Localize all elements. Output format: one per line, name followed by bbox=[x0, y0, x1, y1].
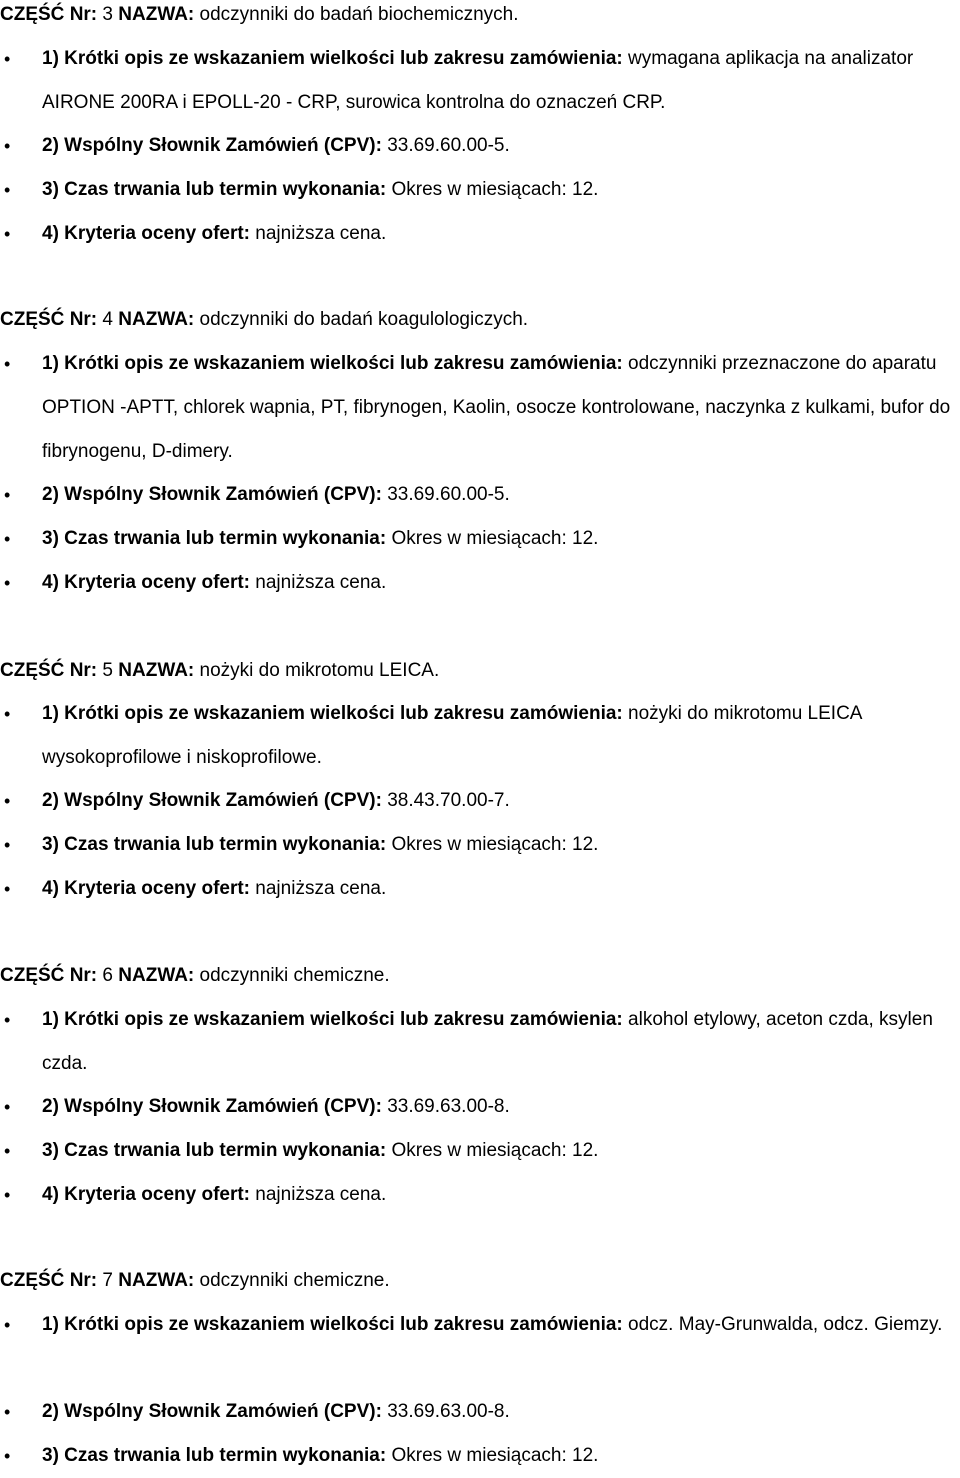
cpv-value: 38.43.70.00-7. bbox=[387, 790, 510, 811]
part-number: 6 bbox=[102, 965, 113, 986]
cpv-value: 33.69.60.00-5. bbox=[387, 484, 510, 505]
part-label: CZĘŚĆ bbox=[0, 965, 65, 986]
criteria-label: 4) Kryteria oceny ofert: bbox=[42, 1184, 251, 1205]
duration-value: Okres w miesiącach: 12. bbox=[391, 528, 599, 549]
part-heading bbox=[0, 3, 519, 27]
nr-label: Nr: bbox=[69, 965, 98, 986]
part-number: 5 bbox=[102, 660, 113, 681]
duration-label: 3) Czas trwania lub termin wykonania: bbox=[42, 528, 387, 549]
description-value: alkohol etylowy, aceton czda, ksylen czda. bbox=[42, 1009, 933, 1074]
description-label: 1) Krótki opis ze wskazaniem wielkości lub zakresu zamówienia: bbox=[42, 1314, 623, 1335]
criteria-value: najniższa cena. bbox=[255, 572, 387, 593]
criteria-value: najniższa cena. bbox=[255, 1184, 387, 1205]
part-heading bbox=[0, 659, 439, 683]
part-label: CZĘŚĆ bbox=[0, 4, 65, 25]
part-number: 3 bbox=[102, 4, 113, 25]
part-name: odczynniki do badań koagulologiczych. bbox=[199, 309, 529, 330]
duration-value: Okres w miesiącach: 12. bbox=[391, 179, 599, 200]
bullet-icon: • bbox=[4, 354, 11, 374]
description-label: 1) Krótki opis ze wskazaniem wielkości lub zakresu zamówienia: bbox=[42, 1009, 623, 1030]
criteria-label: 4) Kryteria oceny ofert: bbox=[42, 572, 251, 593]
bullet-icon: • bbox=[4, 136, 11, 156]
bullet-icon: • bbox=[4, 1402, 11, 1422]
name-label: NAZWA: bbox=[118, 309, 195, 330]
bullet-icon: • bbox=[4, 180, 11, 200]
description-label: 1) Krótki opis ze wskazaniem wielkości lub zakresu zamówienia: bbox=[42, 703, 623, 724]
description-value: odczynniki przeznaczone do aparatu OPTION -APTT, chlorek wapnia, PT, fibrynogen, Kaolin, osocze kontrolowane, naczynka z kulkami, bufor do fibrynogenu, D-dimery. bbox=[42, 353, 951, 462]
criteria-value: najniższa cena. bbox=[255, 878, 387, 899]
description-value: odcz. May-Grunwalda, odcz. Giemzy. bbox=[628, 1314, 943, 1335]
cpv-label: 2) Wspólny Słownik Zamówień (CPV): bbox=[42, 790, 382, 811]
bullet-icon: • bbox=[4, 49, 11, 69]
cpv-label: 2) Wspólny Słownik Zamówień (CPV): bbox=[42, 1401, 382, 1422]
duration-label: 3) Czas trwania lub termin wykonania: bbox=[42, 1140, 387, 1161]
part-heading bbox=[0, 1269, 390, 1293]
nr-label: Nr: bbox=[69, 4, 98, 25]
bullet-icon: • bbox=[4, 1315, 11, 1335]
nr-label: Nr: bbox=[69, 309, 98, 330]
cpv-label: 2) Wspólny Słownik Zamówień (CPV): bbox=[42, 1096, 382, 1117]
bullet-icon: • bbox=[4, 1185, 11, 1205]
part-name: odczynniki chemiczne. bbox=[199, 1270, 390, 1291]
description-label: 1) Krótki opis ze wskazaniem wielkości lub zakresu zamówienia: bbox=[42, 353, 623, 374]
duration-label: 3) Czas trwania lub termin wykonania: bbox=[42, 834, 387, 855]
bullet-icon: • bbox=[4, 1097, 11, 1117]
description-label: 1) Krótki opis ze wskazaniem wielkości lub zakresu zamówienia: bbox=[42, 48, 623, 69]
name-label: NAZWA: bbox=[118, 4, 195, 25]
part-label: CZĘŚĆ bbox=[0, 1270, 65, 1291]
bullet-icon: • bbox=[4, 1446, 11, 1466]
name-label: NAZWA: bbox=[118, 1270, 195, 1291]
cpv-label: 2) Wspólny Słownik Zamówień (CPV): bbox=[42, 135, 382, 156]
bullet-icon: • bbox=[4, 1010, 11, 1030]
criteria-label: 4) Kryteria oceny ofert: bbox=[42, 223, 251, 244]
description-value: wymagana aplikacja na analizator AIRONE 200RA i EPOLL-20 - CRP, surowica kontrolna do oznaczeń CRP. bbox=[42, 48, 914, 113]
name-label: NAZWA: bbox=[118, 660, 195, 681]
cpv-value: 33.69.60.00-5. bbox=[387, 135, 510, 156]
duration-value: Okres w miesiącach: 12. bbox=[391, 834, 599, 855]
bullet-icon: • bbox=[4, 835, 11, 855]
criteria-label: 4) Kryteria oceny ofert: bbox=[42, 878, 251, 899]
cpv-value: 33.69.63.00-8. bbox=[387, 1096, 510, 1117]
duration-label: 3) Czas trwania lub termin wykonania: bbox=[42, 1445, 387, 1466]
nr-label: Nr: bbox=[69, 660, 98, 681]
bullet-icon: • bbox=[4, 224, 11, 244]
part-name: nożyki do mikrotomu LEICA. bbox=[199, 660, 440, 681]
nr-label: Nr: bbox=[69, 1270, 98, 1291]
bullet-icon: • bbox=[4, 704, 11, 724]
part-label: CZĘŚĆ bbox=[0, 660, 65, 681]
part-name: odczynniki do badań biochemicznych. bbox=[199, 4, 519, 25]
criteria-value: najniższa cena. bbox=[255, 223, 387, 244]
bullet-icon: • bbox=[4, 485, 11, 505]
part-label: CZĘŚĆ bbox=[0, 309, 65, 330]
cpv-label: 2) Wspólny Słownik Zamówień (CPV): bbox=[42, 484, 382, 505]
duration-value: Okres w miesiącach: 12. bbox=[391, 1140, 599, 1161]
part-heading bbox=[0, 964, 390, 988]
description-value: nożyki do mikrotomu LEICA wysokoprofilowe i niskoprofilowe. bbox=[42, 703, 862, 768]
duration-value: Okres w miesiącach: 12. bbox=[391, 1445, 599, 1466]
duration-label: 3) Czas trwania lub termin wykonania: bbox=[42, 179, 387, 200]
bullet-icon: • bbox=[4, 879, 11, 899]
name-label: NAZWA: bbox=[118, 965, 195, 986]
bullet-icon: • bbox=[4, 573, 11, 593]
part-number: 7 bbox=[102, 1270, 113, 1291]
part-number: 4 bbox=[102, 309, 113, 330]
part-heading bbox=[0, 308, 528, 332]
part-name: odczynniki chemiczne. bbox=[199, 965, 390, 986]
cpv-value: 33.69.63.00-8. bbox=[387, 1401, 510, 1422]
bullet-icon: • bbox=[4, 529, 11, 549]
bullet-icon: • bbox=[4, 1141, 11, 1161]
bullet-icon: • bbox=[4, 791, 11, 811]
